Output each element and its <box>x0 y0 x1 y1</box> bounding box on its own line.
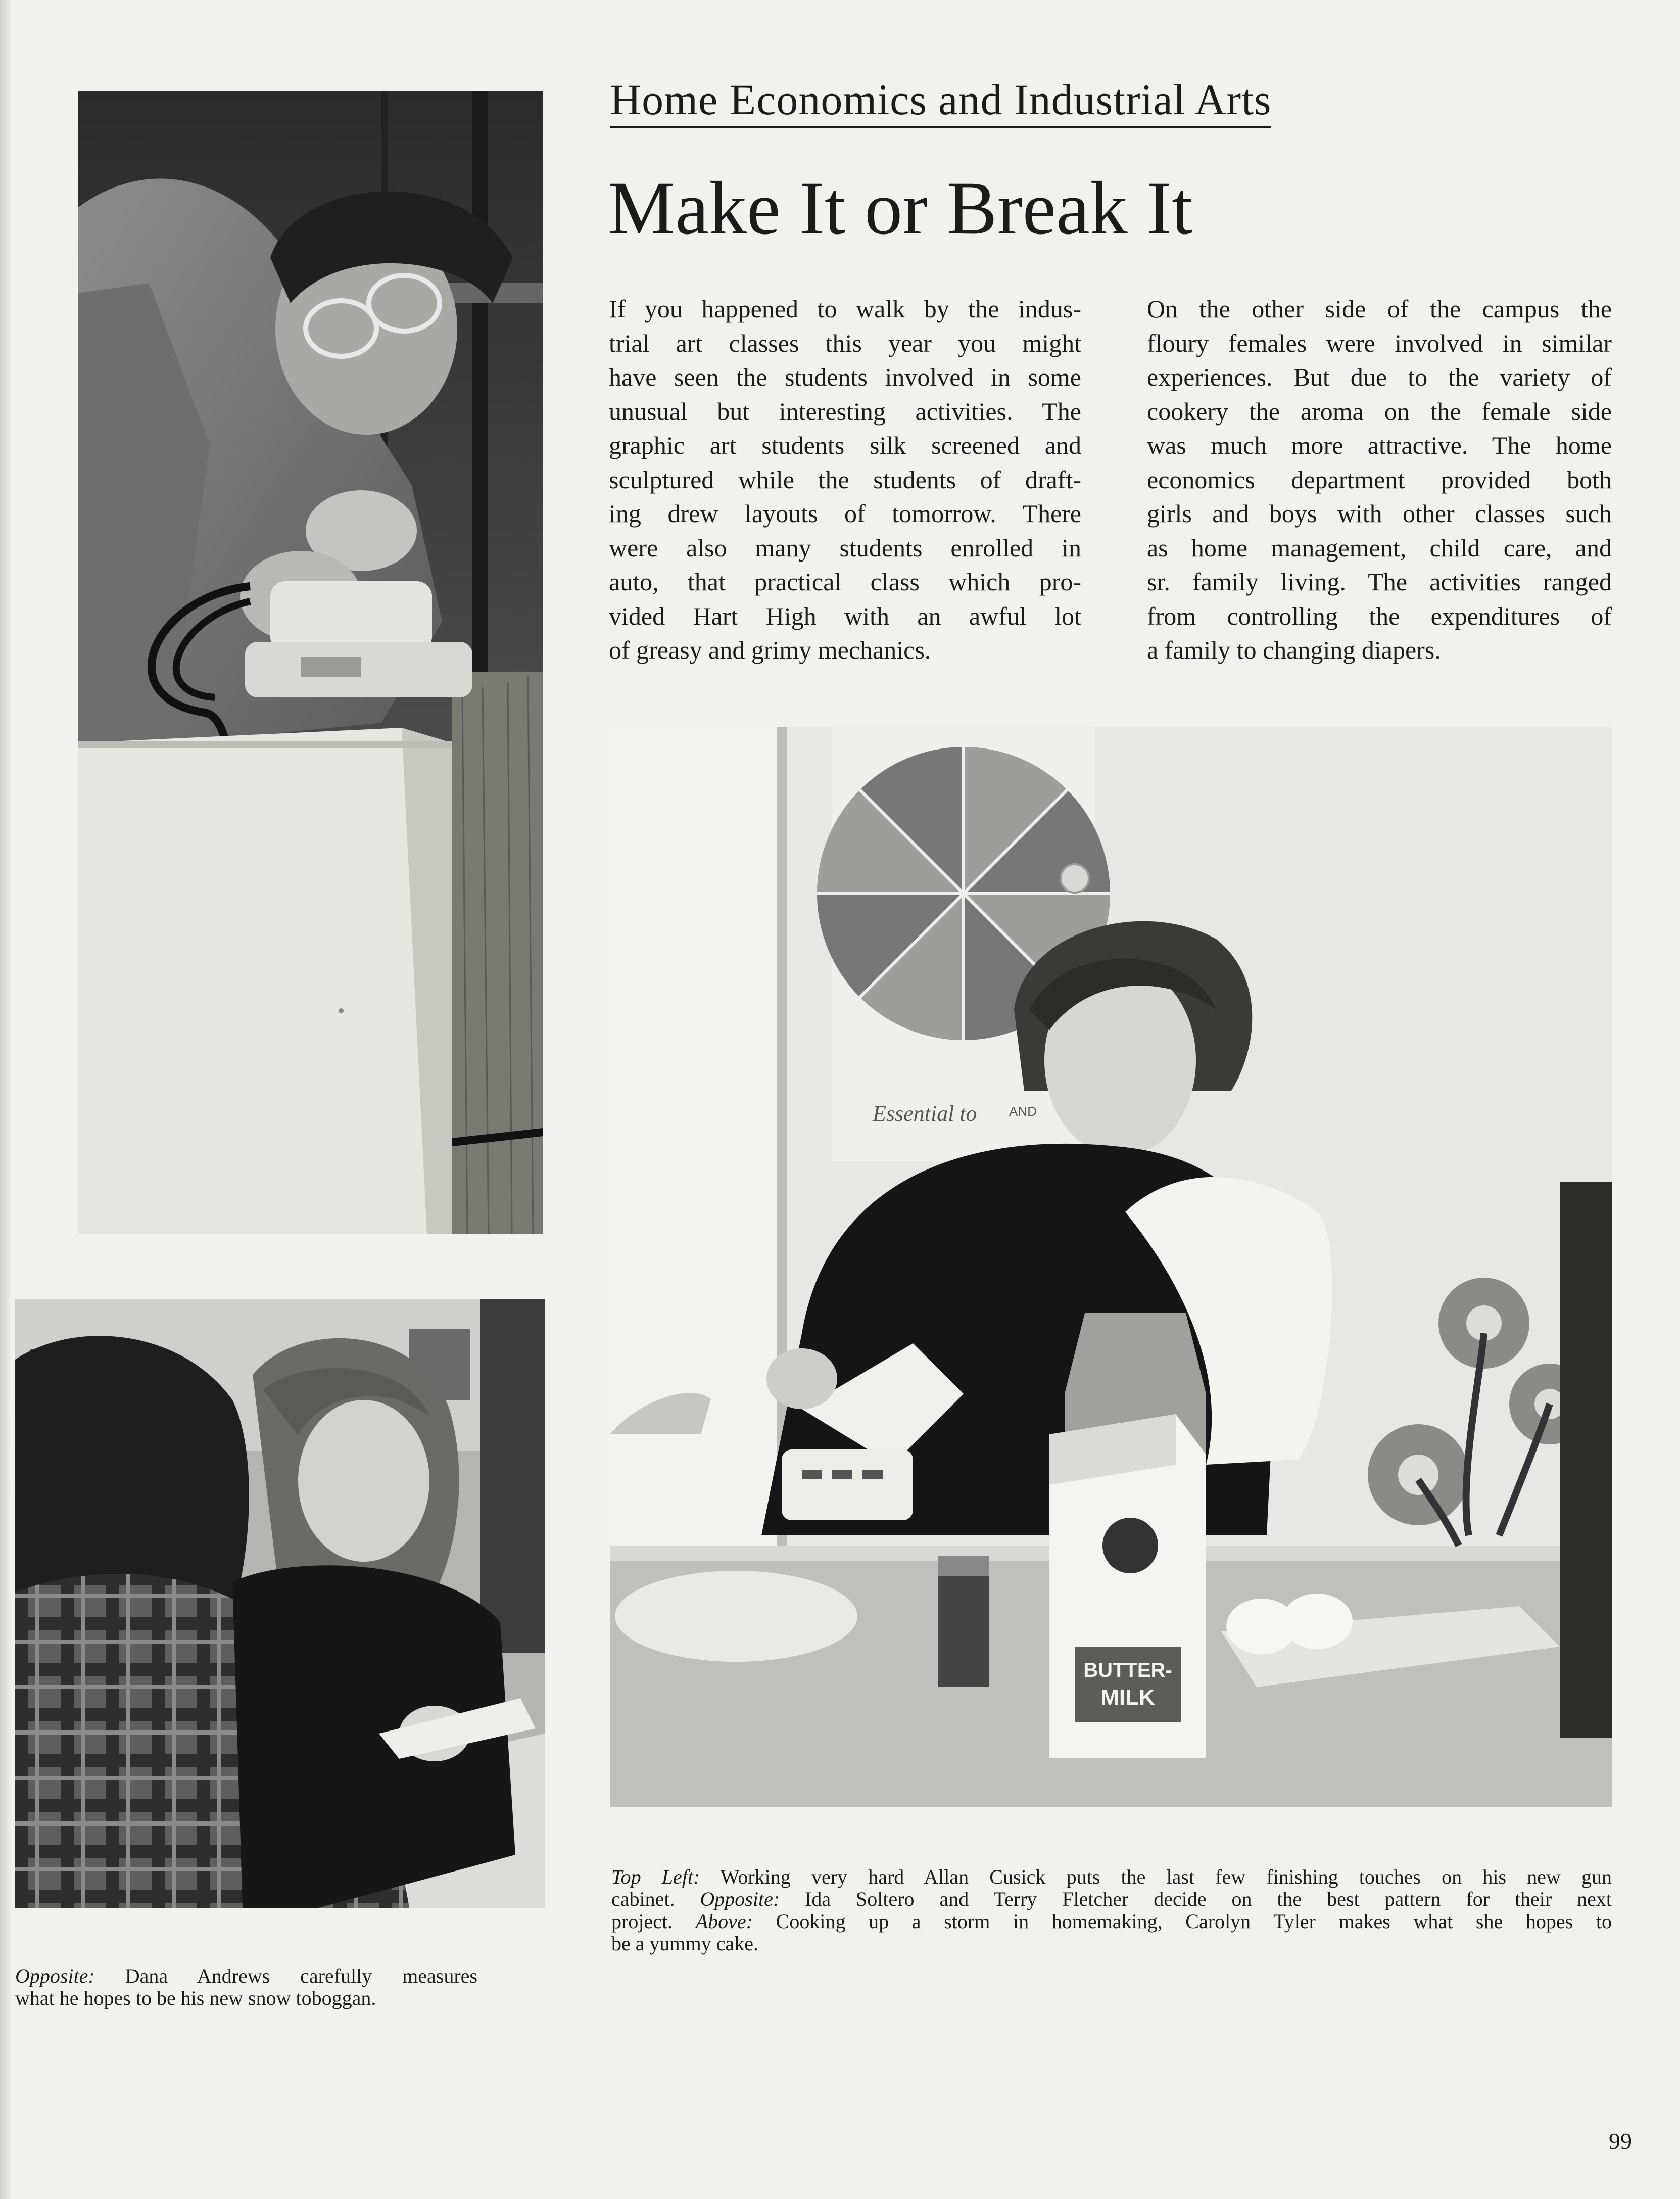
article-line: experiences. But due to the variety of <box>1147 363 1612 391</box>
article-line: girls and boys with other classes such <box>1147 499 1612 528</box>
caption-line <box>15 1987 477 2009</box>
photo-student-sanding-cabinet <box>78 91 543 1234</box>
photo-students-choosing-pattern <box>15 1299 545 1908</box>
page-number: 99 <box>1609 2128 1632 2154</box>
caption-text: cabinet. <box>611 1888 675 1910</box>
page-binding-edge <box>0 0 11 2199</box>
caption-line <box>611 1910 1612 1933</box>
photo-student-baking-cake <box>610 727 1612 1807</box>
caption-text: Dana Andrews carefully measures <box>125 1964 477 1987</box>
photo-top-left-art <box>78 91 543 1234</box>
photo-main-art <box>610 727 1612 1807</box>
carton-label-line-1: BUTTER- <box>1083 1659 1172 1681</box>
article-column-left <box>609 292 1081 668</box>
caption-text: project. <box>611 1910 673 1933</box>
article-line: sr. family living. The activities ranged <box>1147 568 1612 596</box>
section-title: Home Economics and Industrial Arts <box>610 76 1271 128</box>
article-column-right <box>1147 292 1612 668</box>
poster-label: Essential to <box>873 1101 977 1126</box>
caption-text: Ida Soltero and Terry Fletcher decide on the best pattern for their next <box>805 1888 1612 1910</box>
article-line: floury females were involved in similar <box>1147 329 1612 357</box>
article-line: sculptured while the students of draft- <box>609 465 1081 494</box>
article-line: were also many students enrolled in <box>609 533 1081 562</box>
article-line: vided Hart High with an awful lot <box>609 601 1081 630</box>
article-line: On the other side of the campus the <box>1147 295 1612 323</box>
caption-text: Cooking up a storm in homemaking, Carolyn Tyler makes what she hopes to <box>776 1910 1612 1933</box>
carton-label-line-2: MILK <box>1100 1685 1155 1710</box>
page-title: Make It or Break It <box>608 166 1193 250</box>
article-line: economics department provided both <box>1147 465 1612 494</box>
photo-bottom-left-art <box>15 1299 545 1908</box>
caption-line <box>611 1866 1612 1888</box>
caption-label-top-left: Top Left: <box>611 1865 700 1888</box>
article-line: a family to changing diapers. <box>1147 636 1441 664</box>
article-line: auto, that practical class which pro- <box>609 568 1081 596</box>
article-line: trial art classes this year you might <box>609 329 1081 357</box>
article-line: of greasy and grimy mechanics. <box>609 636 931 664</box>
poster-label-and: AND <box>1009 1104 1037 1119</box>
article-line: from controlling the expenditures of <box>1147 601 1612 630</box>
article-line: If you happened to walk by the indus- <box>609 295 1081 323</box>
caption-text: be a yummy cake. <box>611 1932 758 1955</box>
article-line: graphic art students silk screened and <box>609 431 1081 459</box>
article-line: unusual but interesting activities. The <box>609 397 1081 426</box>
caption-line <box>611 1888 1612 1910</box>
caption-label-opposite: Opposite: <box>15 1964 95 1987</box>
article-line: was much more attractive. The home <box>1147 431 1612 459</box>
photo-caption-opposite <box>15 1965 477 2009</box>
article-line: as home management, child care, and <box>1147 533 1612 562</box>
article-line: ing drew layouts of tomorrow. There <box>609 499 1081 528</box>
caption-label-opposite: Opposite: <box>700 1888 780 1910</box>
article-line: cookery the aroma on the female side <box>1147 397 1612 426</box>
caption-line <box>611 1933 1612 1955</box>
photo-caption-main <box>611 1866 1612 1955</box>
article-line: have seen the students involved in some <box>609 363 1081 391</box>
caption-line <box>15 1965 477 1987</box>
caption-label-above: Above: <box>695 1910 753 1933</box>
caption-text: Working very hard Allan Cusick puts the last few finishing touches on his new gun <box>720 1865 1612 1888</box>
caption-text: what he hopes to be his new snow toboggan. <box>15 1987 376 2009</box>
